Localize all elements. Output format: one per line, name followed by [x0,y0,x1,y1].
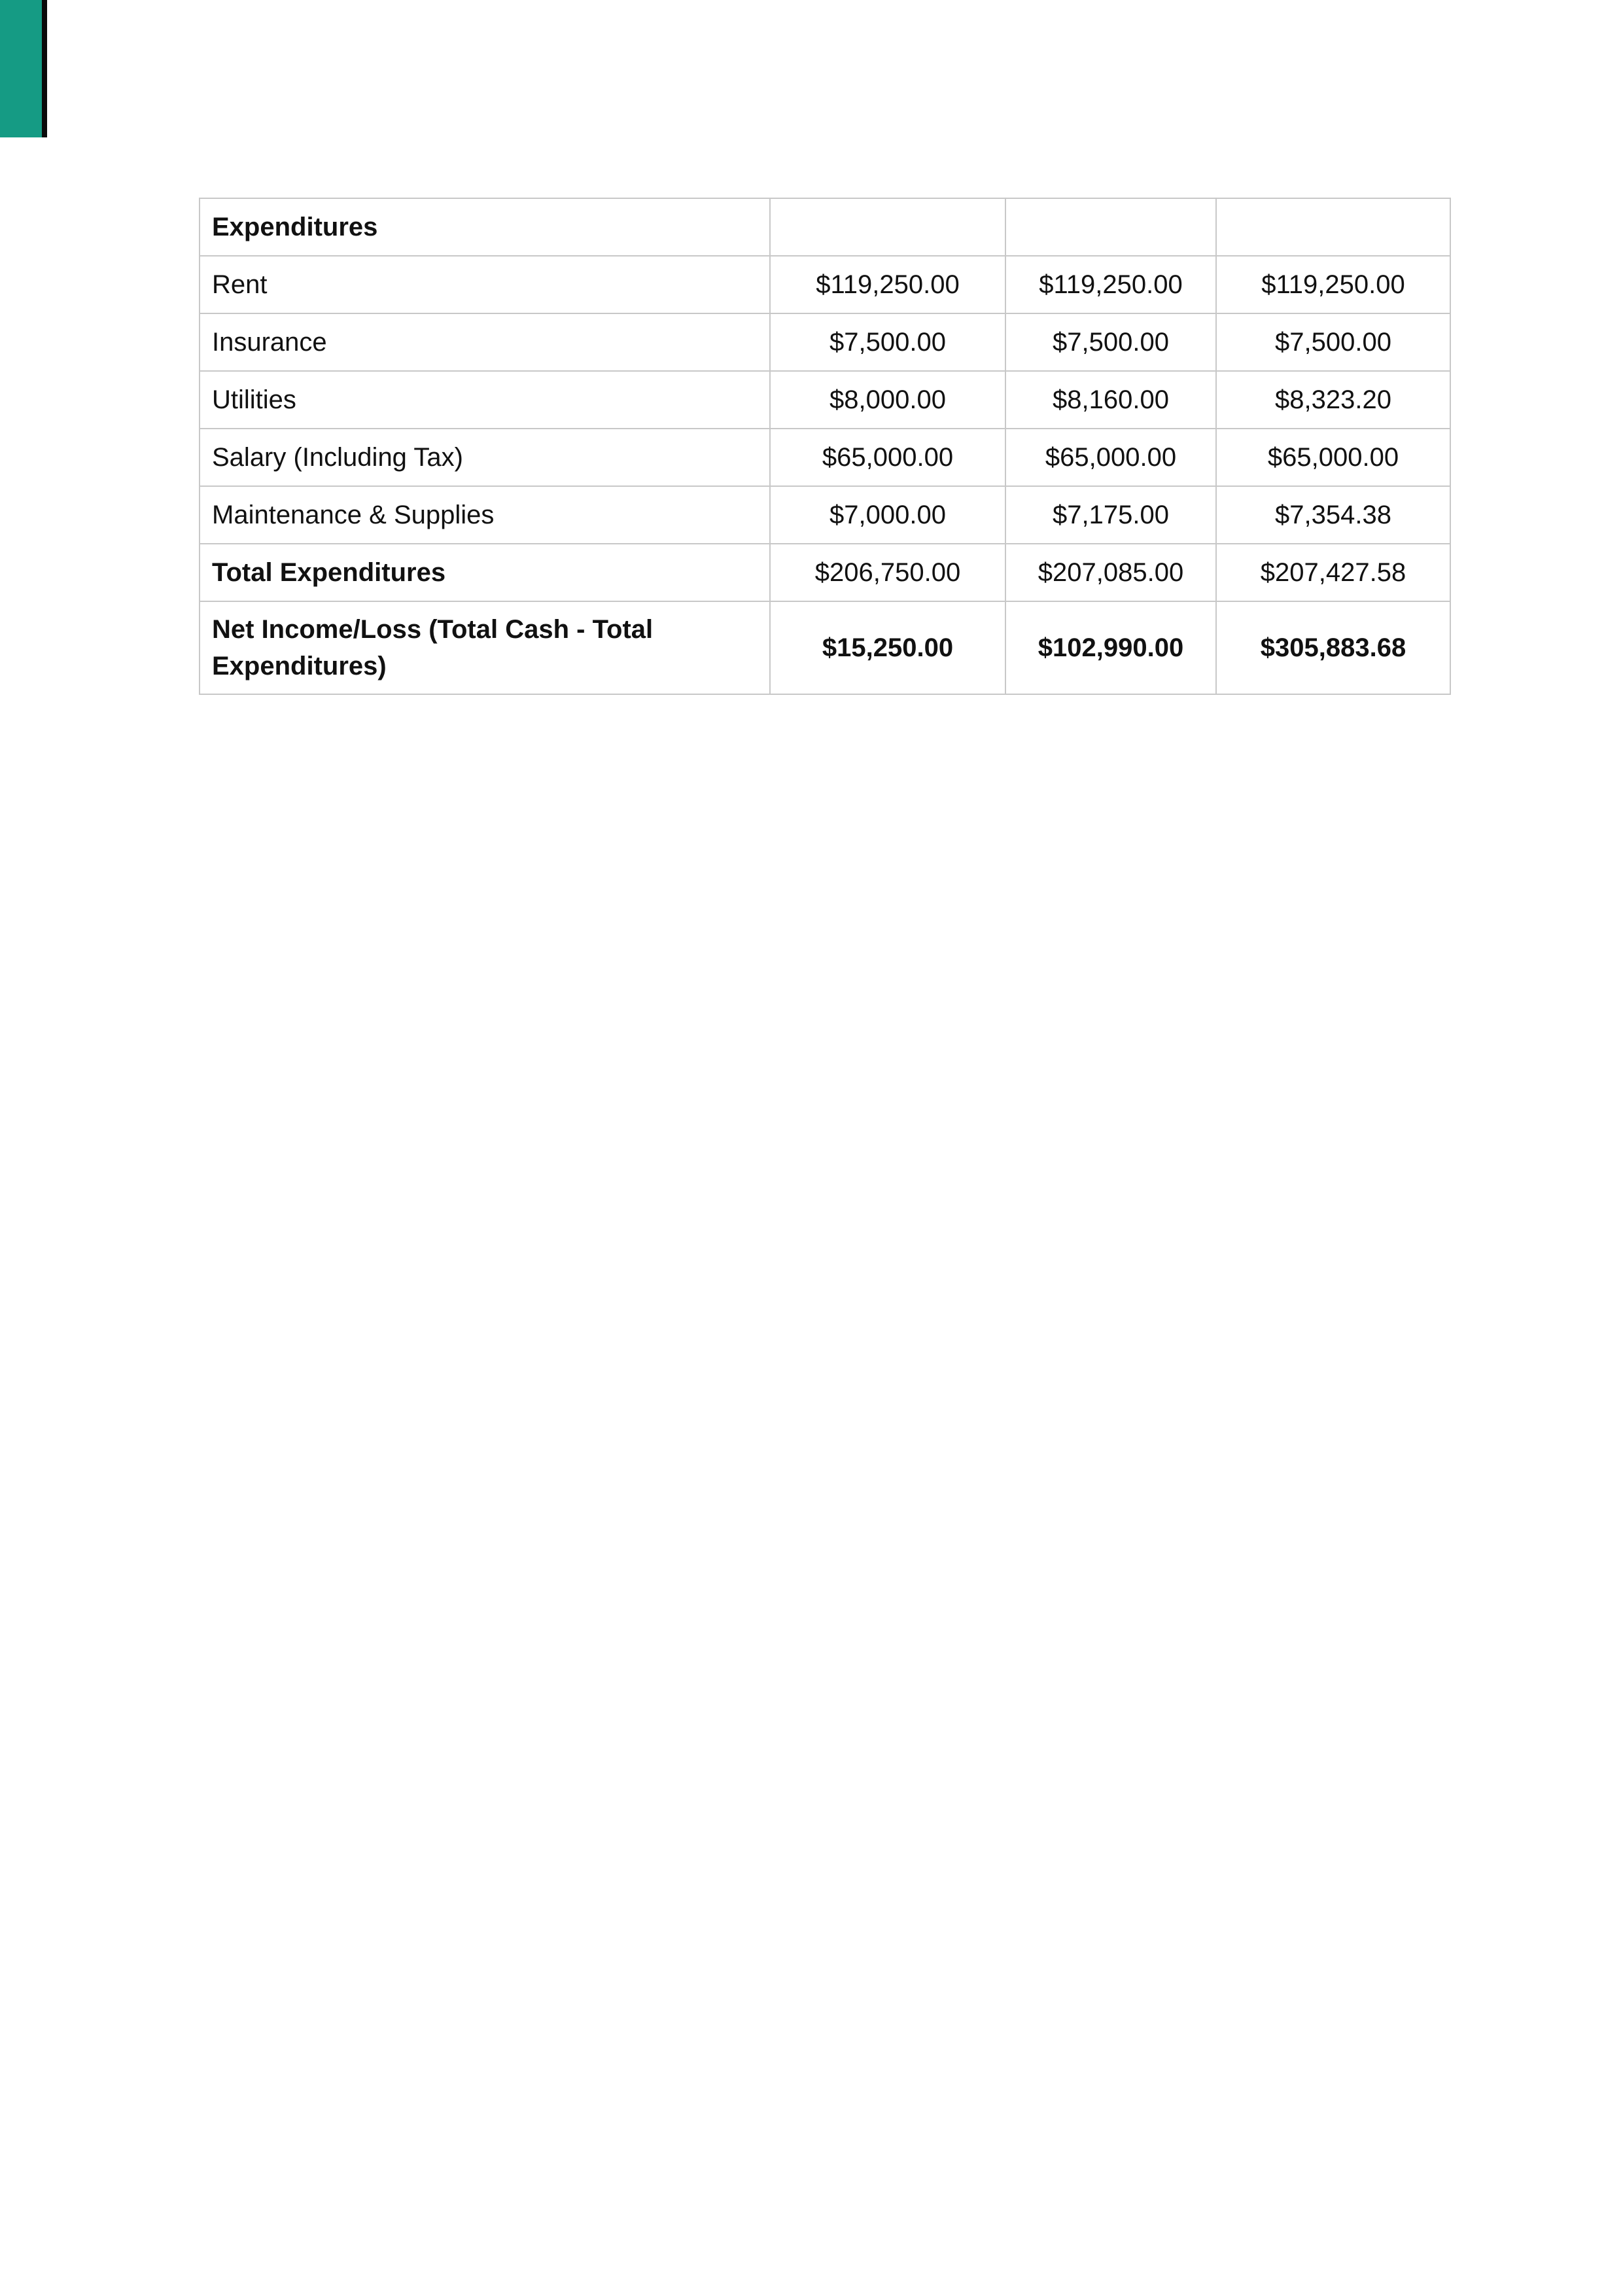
row-value-2: $102,990.00 [1005,601,1216,694]
row-label: Utilities [200,371,770,429]
corner-tab-decoration [0,0,42,137]
corner-tab-edge-decoration [42,0,47,137]
row-value-2: $65,000.00 [1005,429,1216,486]
row-value-2: $7,500.00 [1005,313,1216,371]
row-label: Total Expenditures [200,544,770,601]
table-row-utilities [200,371,1450,429]
row-value-3: $7,354.38 [1216,486,1450,544]
row-value-2: $207,085.00 [1005,544,1216,601]
expenditures-table [199,198,1451,695]
row-value-1: $206,750.00 [770,544,1005,601]
row-value-1: $15,250.00 [770,601,1005,694]
row-value-1: $7,500.00 [770,313,1005,371]
row-value-1: $65,000.00 [770,429,1005,486]
row-label: Insurance [200,313,770,371]
row-value-1 [770,198,1005,256]
row-value-3: $7,500.00 [1216,313,1450,371]
table-row-total-expenditures [200,544,1450,601]
row-label: Net Income/Loss (Total Cash - Total Expenditures) [200,601,770,694]
row-value-3: $8,323.20 [1216,371,1450,429]
row-value-3: $65,000.00 [1216,429,1450,486]
table-row-net-income [200,601,1450,694]
row-value-2: $7,175.00 [1005,486,1216,544]
row-value-2 [1005,198,1216,256]
row-value-2: $8,160.00 [1005,371,1216,429]
table-row-expenditures-header [200,198,1450,256]
row-value-3: $305,883.68 [1216,601,1450,694]
row-label: Salary (Including Tax) [200,429,770,486]
table-row-salary [200,429,1450,486]
table-row-maintenance [200,486,1450,544]
row-value-1: $8,000.00 [770,371,1005,429]
table-row-rent [200,256,1450,313]
row-value-3: $207,427.58 [1216,544,1450,601]
row-value-3 [1216,198,1450,256]
row-label: Maintenance & Supplies [200,486,770,544]
row-value-1: $119,250.00 [770,256,1005,313]
row-value-3: $119,250.00 [1216,256,1450,313]
row-value-2: $119,250.00 [1005,256,1216,313]
row-label: Rent [200,256,770,313]
row-value-1: $7,000.00 [770,486,1005,544]
row-label: Expenditures [200,198,770,256]
table-row-insurance [200,313,1450,371]
